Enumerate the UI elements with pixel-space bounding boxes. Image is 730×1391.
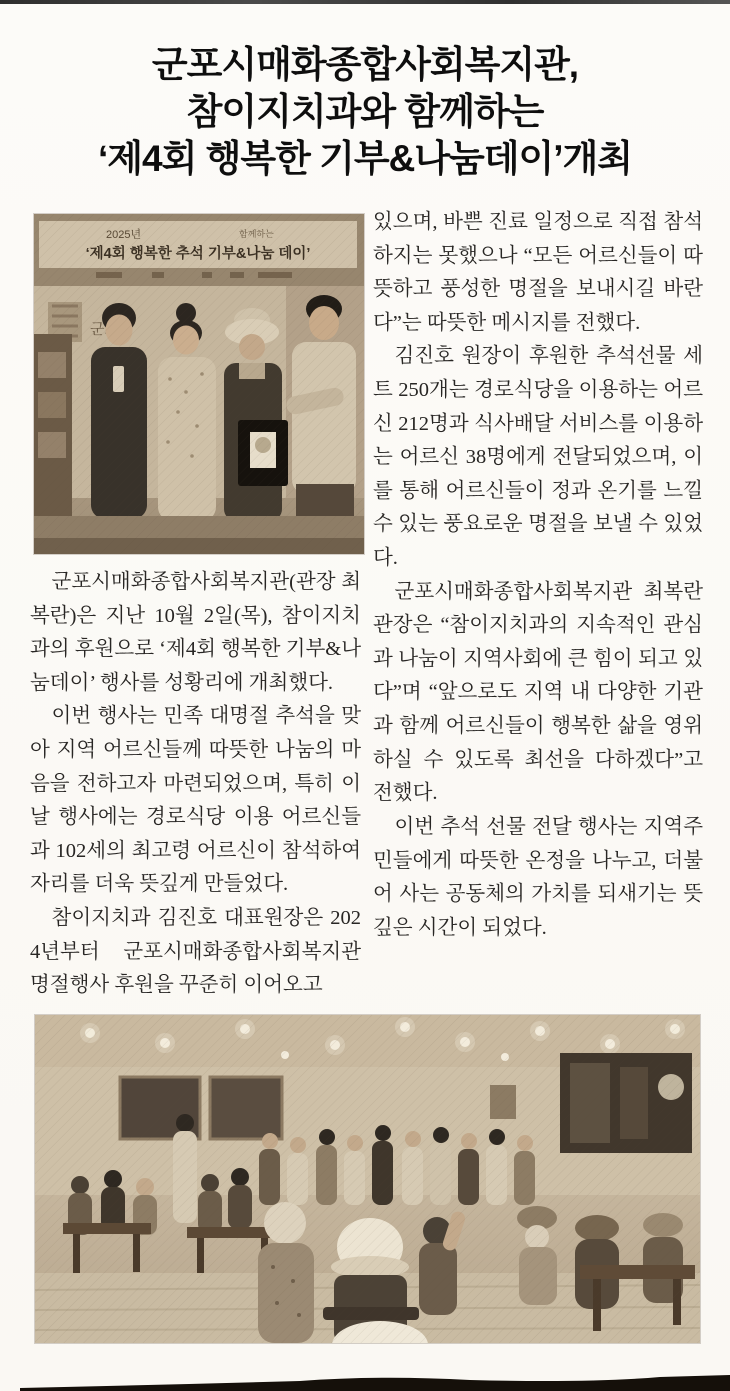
gift-presentation-photo-art bbox=[34, 214, 364, 554]
article-columns bbox=[30, 206, 703, 1003]
paragraph: 군포시매화종합사회복지관(관장 최복란)은 지난 10월 2일(목), 참이지치과의 후원으로 ‘제4회 행복한 기부&나눔데이’ 행사를 성황리에 개최했다. bbox=[30, 570, 361, 694]
scan-top-edge bbox=[0, 0, 730, 4]
paragraph: 이번 행사는 민족 대명절 추석을 맞아 지역 어르신들께 따뜻한 나눔의 마음을 전하고자 마련되었으며, 특히 이날 행사에는 경로식당 이용 어르신들과 102세의 최고령 어르신이 참석하여 자리를 더욱 뜻깊게 만들었다. bbox=[30, 705, 361, 896]
paragraph: 참이지치과 김진호 대표원장은 2024년부터 군포시매화종합사회복지관 명절행사 후원을 꾸준히 이어오고 bbox=[30, 907, 361, 997]
left-column bbox=[30, 206, 361, 1003]
scan-bottom-shadow bbox=[0, 1371, 730, 1391]
headline bbox=[0, 0, 730, 183]
dining-hall-photo bbox=[35, 1015, 700, 1343]
paragraph: 김진호 원장이 후원한 추석선물 세트 250개는 경로식당을 이용하는 어르신 212명과 식사배달 서비스를 이용하는 어르신 38명에게 전달되었으며, 이를 통해 어르신들이 정과 온기를 느낄 수 있는 풍요로운 명절을 보낼 수 있었다. bbox=[373, 345, 703, 570]
paragraph: 이번 추석 선물 전달 행사는 지역주민들에게 따뜻한 온정을 나누고, 더불어 사는 공동체의 가치를 되새기는 뜻깊은 시간이 되었다. bbox=[373, 815, 703, 939]
headline-line-3: ‘제4회 행복한 기부&나눔데이’개최 bbox=[97, 137, 633, 179]
right-column bbox=[373, 206, 703, 1003]
dining-hall-photo-art bbox=[35, 1015, 700, 1343]
headline-line-1: 군포시매화종합사회복지관, bbox=[151, 44, 579, 85]
paragraph: 있으며, 바쁜 진료 일정으로 직접 참석하지는 못했으나 “모든 어르신들이 따뜻하고 풍성한 명절을 보내시길 바란다”는 따뜻한 메시지를 전했다. bbox=[373, 210, 703, 334]
headline-line-2: 참이지치과와 함께하는 bbox=[186, 90, 544, 132]
paragraph: 군포시매화종합사회복지관 최복란 관장은 “참이지치과의 지속적인 관심과 나눔이 지역사회에 큰 힘이 되고 있다”며 “앞으로도 지역 내 다양한 기관과 함께 어르신들이 행복한 삶을 영위하실 수 있도록 최선을 다하겠다”고 전했다. bbox=[373, 580, 703, 805]
gift-presentation-photo bbox=[34, 214, 364, 554]
